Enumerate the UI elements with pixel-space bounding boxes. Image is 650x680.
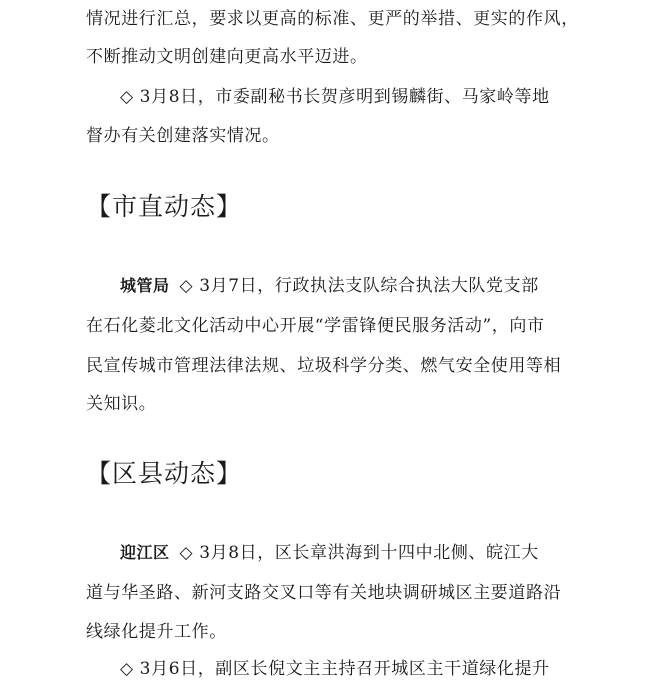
paragraph-line: 督办有关创建落实情况。 (86, 126, 280, 146)
section-heading: 【区县动态】 (86, 459, 243, 488)
paragraph-line: 在石化菱北文化活动中心开展“学雷锋便民服务活动”，向市 (86, 316, 545, 336)
unit-name: 城管局 (120, 276, 170, 295)
section-heading: 【市直动态】 (86, 192, 243, 221)
paragraph-line: 关知识。 (86, 394, 157, 414)
paragraph-line: 民宣传城市管理法律法规、垃圾科学分类、燃气安全使用等相 (86, 356, 562, 376)
paragraph-line: 线绿化提升工作。 (86, 622, 227, 642)
paragraph-line: ◇ 3月8日，市委副秘书长贺彦明到锡麟街、马家岭等地 (120, 87, 550, 107)
paragraph-line (120, 275, 539, 297)
paragraph-line: 情况进行汇总，要求以更高的标准、更严的举措、更实的作风， (86, 9, 579, 29)
paragraph-text: ◇ 3月7日，行政执法支队综合执法大队党支部 (179, 276, 539, 296)
paragraph-line (120, 542, 539, 564)
paragraph-line: 不断推动文明创建向更高水平迈进。 (86, 47, 368, 67)
paragraph-text: ◇ 3月8日，区长章洪海到十四中北侧、皖江大 (179, 543, 539, 563)
paragraph-line: 道与华圣路、新河支路交叉口等有关地块调研城区主要道路沿 (86, 583, 562, 603)
paragraph-line: ◇ 3月6日，副区长倪文主主持召开城区主干道绿化提升 (120, 659, 550, 679)
unit-name: 迎江区 (120, 543, 170, 562)
